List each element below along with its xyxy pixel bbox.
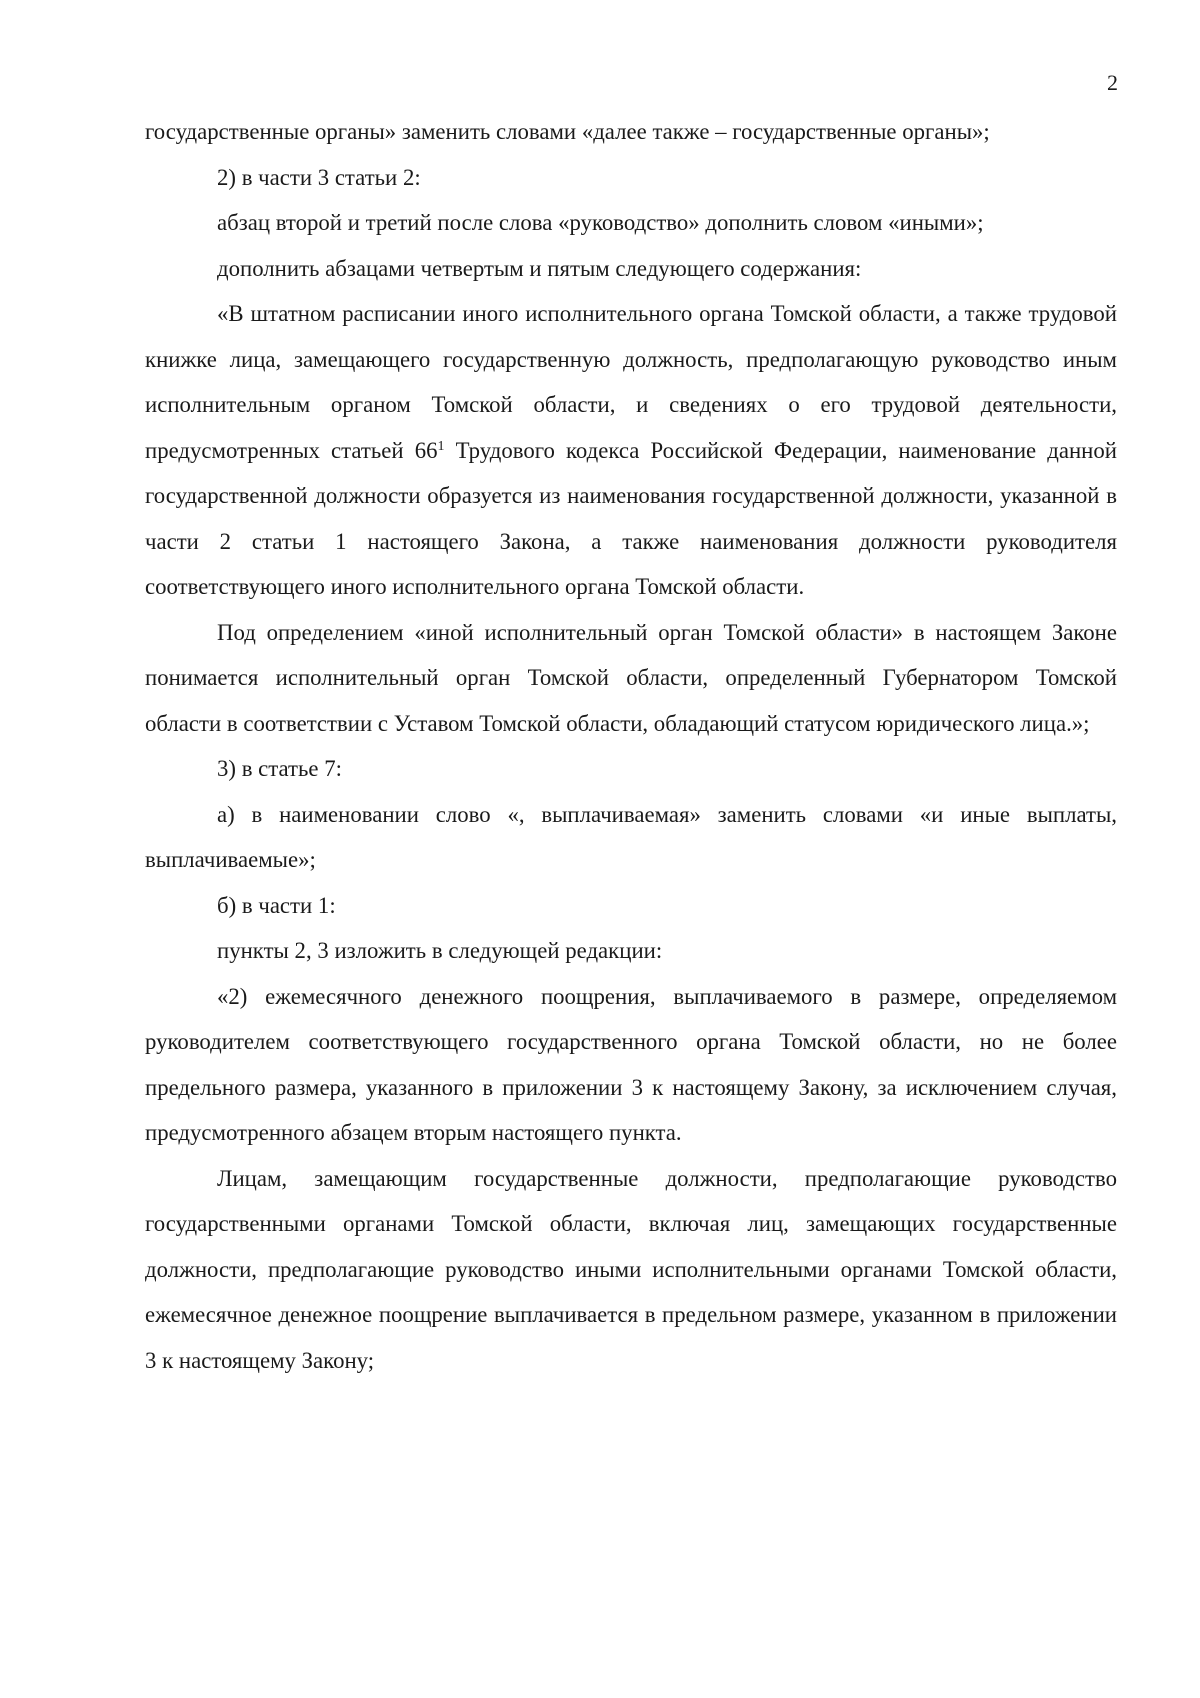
paragraph-subitem-a: а) в наименовании слово «, выплачиваемая» заменить словами «и иные выплаты, выплачиваемые»;	[145, 801, 1117, 872]
paragraph-continuation: государственные органы» заменить словами «далее также – государственные органы»;	[145, 119, 990, 144]
paragraph-heads-bonus: Лицам, замещающим государственные должности, предполагающие руководство государственными органами Томской области, включая лиц, замещающих государственные должности, предполагающие руководство иными исполнительными органами Томской области, ежемесячное денежное поощрение выплачивается в предельном размере, указанном в приложении 3 к настоящему Закону;	[145, 1165, 1117, 1373]
paragraph-point-2-text: «2) ежемесячного денежного поощрения, выплачиваемого в размере, определяемом руководителем соответствующего государственного органа Томской области, но не более предельного размера, указанного в приложении 3 к настоящему Закону, за исключением случая, предусмотренного абзацем вторым настоящего пункта.	[145, 983, 1117, 1145]
paragraph-points-2-3: пункты 2, 3 изложить в следующей редакции:	[217, 938, 663, 963]
document-body	[145, 109, 1117, 1383]
paragraph-text-part: Трудового кодекса Российской Федерации, наименование данной государственной должности образуется из наименования государственной должности, указанной в части 2 статьи 1 настоящего Закона, а также наименования должности руководителя соответствующего иного исполнительного органа Томской области.	[145, 437, 1117, 599]
paragraph-item-2: 2) в части 3 статьи 2:	[217, 164, 421, 190]
paragraph-text-part: «В штатном расписании иного исполнительного органа Томской области, а также трудовой книжке лица, замещающего государственную должность, предполагающую руководство иным исполнительным органом Томской области, и сведениях о его трудовой деятельности, предусмотренных статьей 66	[145, 301, 1117, 463]
paragraph-add-abzacy: дополнить абзацами четвертым и пятым следующего содержания:	[217, 255, 862, 281]
superscript-number: 1	[437, 438, 445, 454]
paragraph-abzac-change: абзац второй и третий после слова «руководство» дополнить словом «иными»;	[217, 210, 984, 235]
paragraph-item-3: 3) в статье 7:	[217, 756, 342, 781]
paragraph-shtatnoe-raspisanie	[145, 291, 1117, 610]
paragraph-subitem-b: б) в части 1:	[217, 892, 336, 918]
paragraph-definition: Под определением «иной исполнительный орган Томской области» в настоящем Законе понимается исполнительный орган Томской области, определенный Губернатором Томской области в соответствии с Уставом Томской области, обладающий статусом юридического лица.»;	[145, 619, 1117, 736]
page-number: 2	[1107, 70, 1118, 95]
